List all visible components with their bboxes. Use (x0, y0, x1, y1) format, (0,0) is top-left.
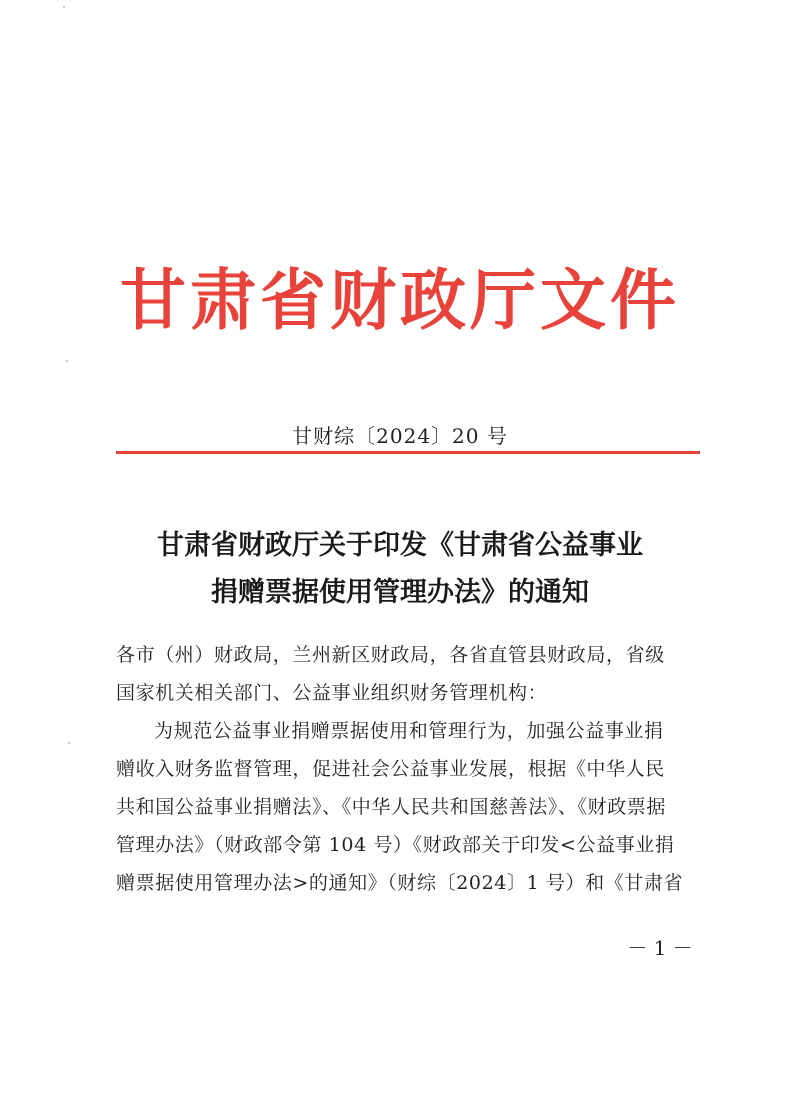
notice-title (80, 522, 720, 616)
addressee-line: 国家机关相关部门、公益事业组织财务管理机构： (116, 682, 548, 704)
addressee-line: 各市（州）财政局，兰州新区财政局，各省直管县财政局，省级 (116, 644, 665, 666)
scan-speck (63, 6, 65, 8)
paragraph-line: 赠票据使用管理办法>的通知》（财综〔2024〕1 号）和《甘肃省 (116, 872, 684, 894)
page-number: － 1 － (627, 936, 693, 960)
red-divider-line (116, 451, 700, 454)
masthead-title: 甘肃省财政厅文件 (120, 261, 680, 339)
paragraph-line: 为规范公益事业捐赠票据使用和管理行为，加强公益事业捐 (154, 720, 664, 742)
notice-body (116, 636, 706, 902)
notice-title-line-1: 甘肃省财政厅关于印发《甘肃省公益事业 (157, 530, 643, 561)
paragraph-line: 管理办法》（财政部令第 104 号）《财政部关于印发<公益事业捐 (116, 834, 675, 856)
paragraph-line: 赠收入财务监督管理，促进社会公益事业发展，根据《中华人民 (116, 758, 665, 780)
document-number: 甘财综〔2024〕20 号 (292, 424, 508, 448)
scan-speck (68, 742, 70, 744)
paragraph-line: 共和国公益事业捐赠法》、《中华人民共和国慈善法》、《财政票据 (116, 796, 667, 818)
notice-title-line-2: 捐赠票据使用管理办法》的通知 (211, 577, 589, 608)
scan-speck (66, 360, 68, 362)
